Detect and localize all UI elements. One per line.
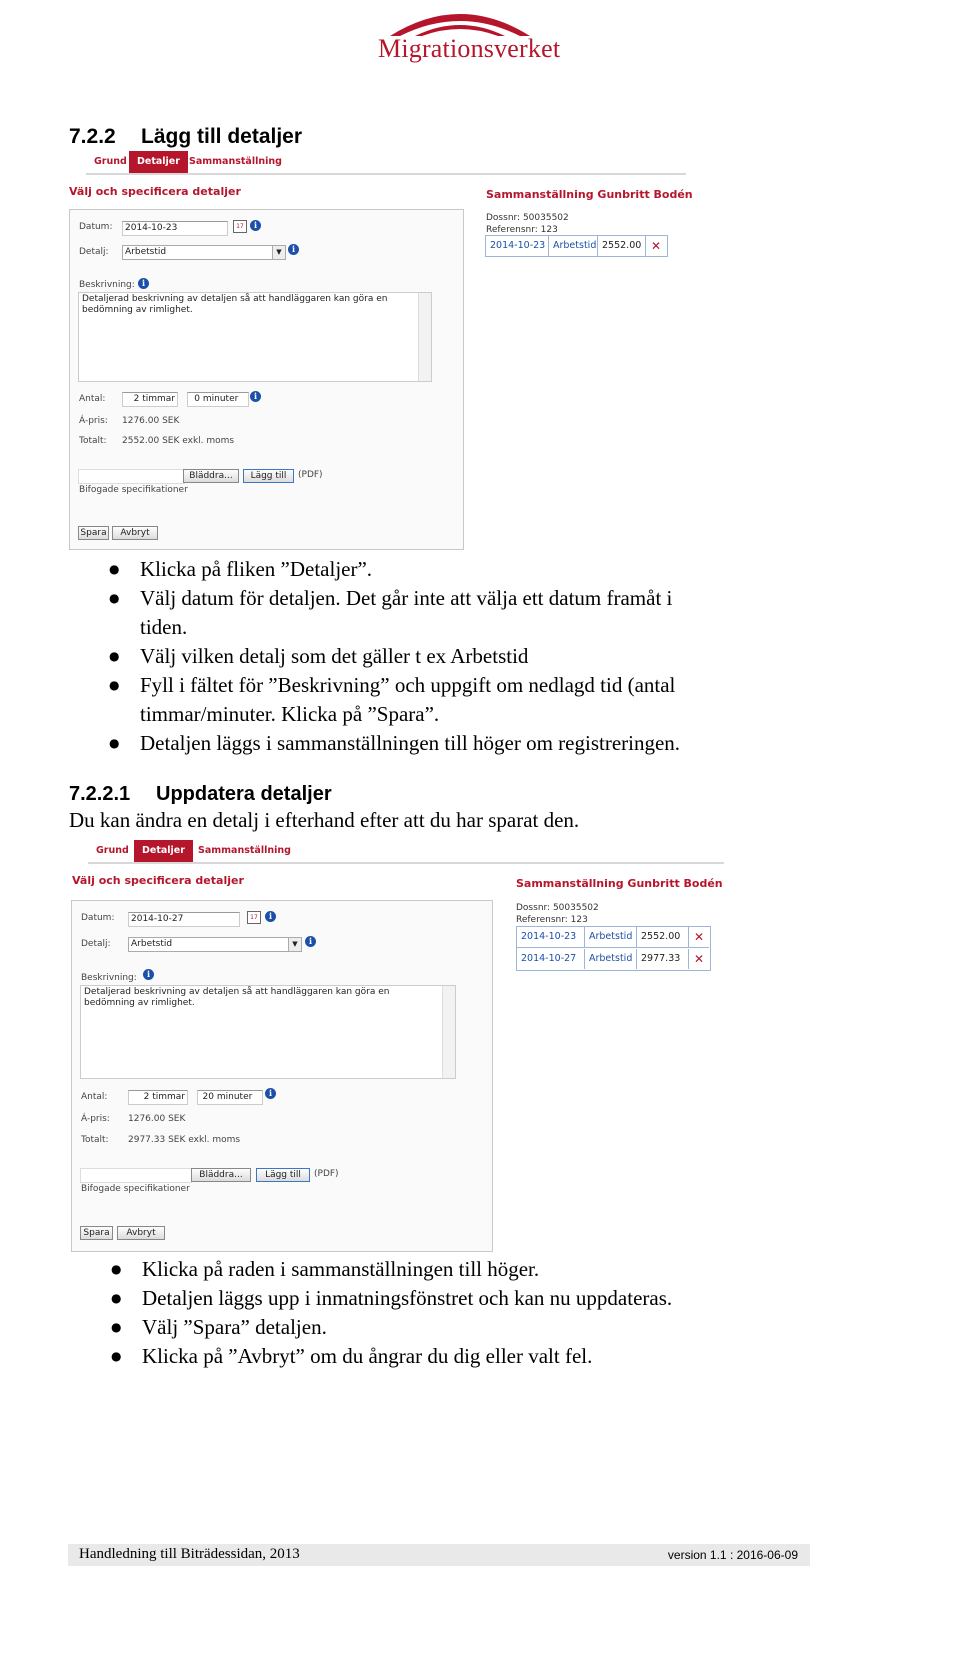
minuter-label: minuter [216, 1092, 253, 1102]
delete-icon[interactable]: ✕ [693, 930, 705, 944]
cancel-button[interactable]: Avbryt [112, 526, 158, 540]
subsection-title: Uppdatera detaljer [156, 783, 332, 805]
tab-bar [86, 151, 686, 175]
totalt-label: Totalt: [79, 436, 107, 446]
hours-input[interactable] [128, 1090, 188, 1105]
chevron-down-icon: ▼ [288, 938, 301, 951]
totalt-value: 2977.33 SEK exkl. moms [128, 1135, 241, 1145]
detail-form [69, 209, 464, 550]
minutes-value: 0 [194, 394, 200, 404]
info-icon[interactable]: i [265, 911, 276, 922]
delete-icon[interactable]: ✕ [650, 239, 662, 253]
row-amount: 2552.00 [598, 236, 646, 256]
beskrivning-label: Beskrivning: [79, 280, 135, 290]
info-icon[interactable]: i [138, 278, 149, 289]
minutes-input[interactable] [197, 1090, 263, 1105]
info-icon[interactable]: i [288, 244, 299, 255]
beskrivning-textarea[interactable] [78, 292, 432, 382]
summary-table [485, 235, 668, 257]
list-item: ● Välj datum för detaljen. Det går inte att välja ett datum framåt i [140, 584, 680, 613]
detalj-label: Detalj: [79, 247, 109, 257]
info-icon[interactable]: i [143, 969, 154, 980]
instructions-list [140, 555, 680, 758]
list-item-continuation-text: timmar/minuter. Klicka på ”Spara”. [140, 702, 440, 726]
delete-icon[interactable]: ✕ [693, 952, 705, 966]
summary-row[interactable] [517, 949, 709, 969]
info-icon[interactable]: i [250, 220, 261, 231]
row-amount: 2552.00 [637, 927, 689, 947]
section-number: 7.2.2 [69, 125, 116, 148]
subsection-number: 7.2.2.1 [69, 783, 131, 805]
calendar-icon[interactable]: 17 [233, 220, 247, 233]
calendar-icon[interactable]: 17 [247, 911, 261, 924]
form-title: Välj och specificera detaljer [72, 874, 244, 887]
detalj-select[interactable] [128, 937, 302, 952]
add-file-button[interactable]: Lägg till [243, 469, 294, 483]
page-footer [68, 1544, 810, 1566]
reference-number: Referensnr: 123 [516, 915, 588, 925]
logo-text: Migrationsverket [378, 34, 561, 63]
antal-label: Antal: [79, 394, 106, 404]
scrollbar[interactable] [442, 986, 455, 1078]
beskrivning-text: Detaljerad beskrivning av detaljen så att handläggaren kan göra en bedömning av rimlighet. [84, 987, 390, 1008]
antal-label: Antal: [81, 1092, 108, 1102]
list-item: ● Klicka på ”Avbryt” om du ångrar du dig eller valt fel. [142, 1342, 672, 1371]
apris-label: Á-pris: [81, 1114, 110, 1124]
detalj-value: Arbetstid [125, 247, 167, 257]
datum-label: Datum: [81, 913, 115, 923]
hours-input[interactable] [122, 392, 178, 407]
totalt-label: Totalt: [81, 1135, 109, 1145]
row-type: Arbetstid [585, 949, 637, 969]
form-title: Välj och specificera detaljer [69, 185, 241, 198]
reference-number: Referensnr: 123 [486, 225, 558, 235]
pdf-label: (PDF) [298, 470, 323, 480]
summary-row[interactable] [486, 236, 666, 256]
cancel-button[interactable]: Avbryt [117, 1226, 165, 1240]
detalj-value: Arbetstid [131, 939, 173, 949]
apris-value: 1276.00 SEK [128, 1114, 186, 1124]
timmar-label: timmar [142, 394, 175, 404]
bifogade-label: Bifogade specifikationer [81, 1184, 190, 1194]
datum-input[interactable]: 2014-10-27 [128, 912, 240, 927]
totalt-value: 2552.00 SEK exkl. moms [122, 436, 235, 446]
minuter-label: minuter [202, 394, 239, 404]
row-type: Arbetstid [549, 236, 598, 256]
list-item: ● Välj vilken detalj som det gäller t ex Arbetstid [140, 642, 680, 671]
section-title: Lägg till detaljer [141, 125, 303, 148]
minutes-value: 20 [202, 1092, 214, 1102]
datum-input[interactable]: 2014-10-23 [122, 221, 228, 236]
minutes-input[interactable] [187, 392, 249, 407]
file-path-input[interactable] [78, 469, 185, 484]
tab-bar [88, 840, 724, 864]
apris-label: Á-pris: [79, 416, 108, 426]
hours-value: 2 [133, 394, 140, 404]
tab-sammanstallning[interactable]: Sammanställning [189, 156, 282, 167]
summary-title: Sammanställning Gunbritt Bodén [516, 877, 723, 890]
update-instructions-list [142, 1255, 672, 1371]
datum-label: Datum: [79, 222, 113, 232]
beskrivning-label: Beskrivning: [81, 973, 137, 983]
tab-grund[interactable]: Grund [96, 845, 129, 856]
list-item-continuation-text: tiden. [140, 615, 188, 639]
save-button[interactable]: Spara [80, 1226, 113, 1240]
list-item-continuation [140, 613, 680, 642]
migrationsverket-logo [360, 0, 560, 70]
subsection-intro: Du kan ändra en detalj i efterhand efter att du har sparat den. [69, 808, 580, 832]
timmar-label: timmar [152, 1092, 185, 1102]
hours-value: 2 [143, 1092, 150, 1102]
row-date: 2014-10-23 [517, 927, 585, 947]
screenshot-add-detail [69, 151, 696, 551]
chevron-down-icon: ▼ [272, 246, 285, 259]
list-item: ● Detaljen läggs upp i inmatningsfönstret och kan nu uppdateras. [142, 1284, 672, 1313]
detalj-select[interactable] [122, 245, 286, 260]
list-item-continuation [140, 700, 680, 729]
screenshot-update-detail [72, 840, 728, 1252]
file-path-input[interactable] [80, 1168, 192, 1183]
tab-detaljer[interactable]: Detaljer [134, 840, 193, 862]
scrollbar[interactable] [418, 293, 431, 381]
footer-title: Handledning till Biträdessidan, 2013 [79, 1546, 300, 1562]
bifogade-label: Bifogade specifikationer [79, 485, 188, 495]
tab-grund[interactable]: Grund [94, 156, 127, 167]
save-button[interactable]: Spara [78, 526, 109, 540]
list-item: ● Klicka på fliken ”Detaljer”. [140, 555, 680, 584]
summary-row[interactable] [517, 927, 709, 948]
dossier-number: Dossnr: 50035502 [486, 213, 569, 223]
summary-table [516, 926, 711, 971]
row-amount: 2977.33 [637, 949, 689, 969]
pdf-label: (PDF) [314, 1169, 339, 1179]
row-date: 2014-10-23 [486, 236, 549, 256]
detail-form [71, 900, 493, 1252]
browse-button[interactable]: Bläddra... [191, 1168, 251, 1182]
footer-version: version 1.1 : 2016-06-09 [667, 1548, 798, 1562]
info-icon[interactable]: i [305, 936, 316, 947]
row-date: 2014-10-27 [517, 949, 585, 969]
list-item: ● Välj ”Spara” detaljen. [142, 1313, 672, 1342]
dossier-number: Dossnr: 50035502 [516, 903, 599, 913]
beskrivning-text: Detaljerad beskrivning av detaljen så att handläggaren kan göra en bedömning av rimlighet. [82, 294, 388, 315]
list-item: ● Detaljen läggs i sammanställningen till höger om registreringen. [140, 729, 680, 758]
apris-value: 1276.00 SEK [122, 416, 180, 426]
tab-detaljer[interactable]: Detaljer [129, 151, 188, 173]
tab-sammanstallning[interactable]: Sammanställning [198, 845, 291, 856]
browse-button[interactable]: Bläddra... [183, 469, 239, 483]
summary-title: Sammanställning Gunbritt Bodén [486, 188, 693, 201]
add-file-button[interactable]: Lägg till [256, 1168, 310, 1182]
list-item: ● Klicka på raden i sammanställningen till höger. [142, 1255, 672, 1284]
detalj-label: Detalj: [81, 939, 111, 949]
list-item: ● Fyll i fältet för ”Beskrivning” och uppgift om nedlagd tid (antal [140, 671, 680, 700]
row-type: Arbetstid [585, 927, 637, 947]
beskrivning-textarea[interactable] [80, 985, 456, 1079]
info-icon[interactable]: i [265, 1088, 276, 1099]
info-icon[interactable]: i [250, 391, 261, 402]
